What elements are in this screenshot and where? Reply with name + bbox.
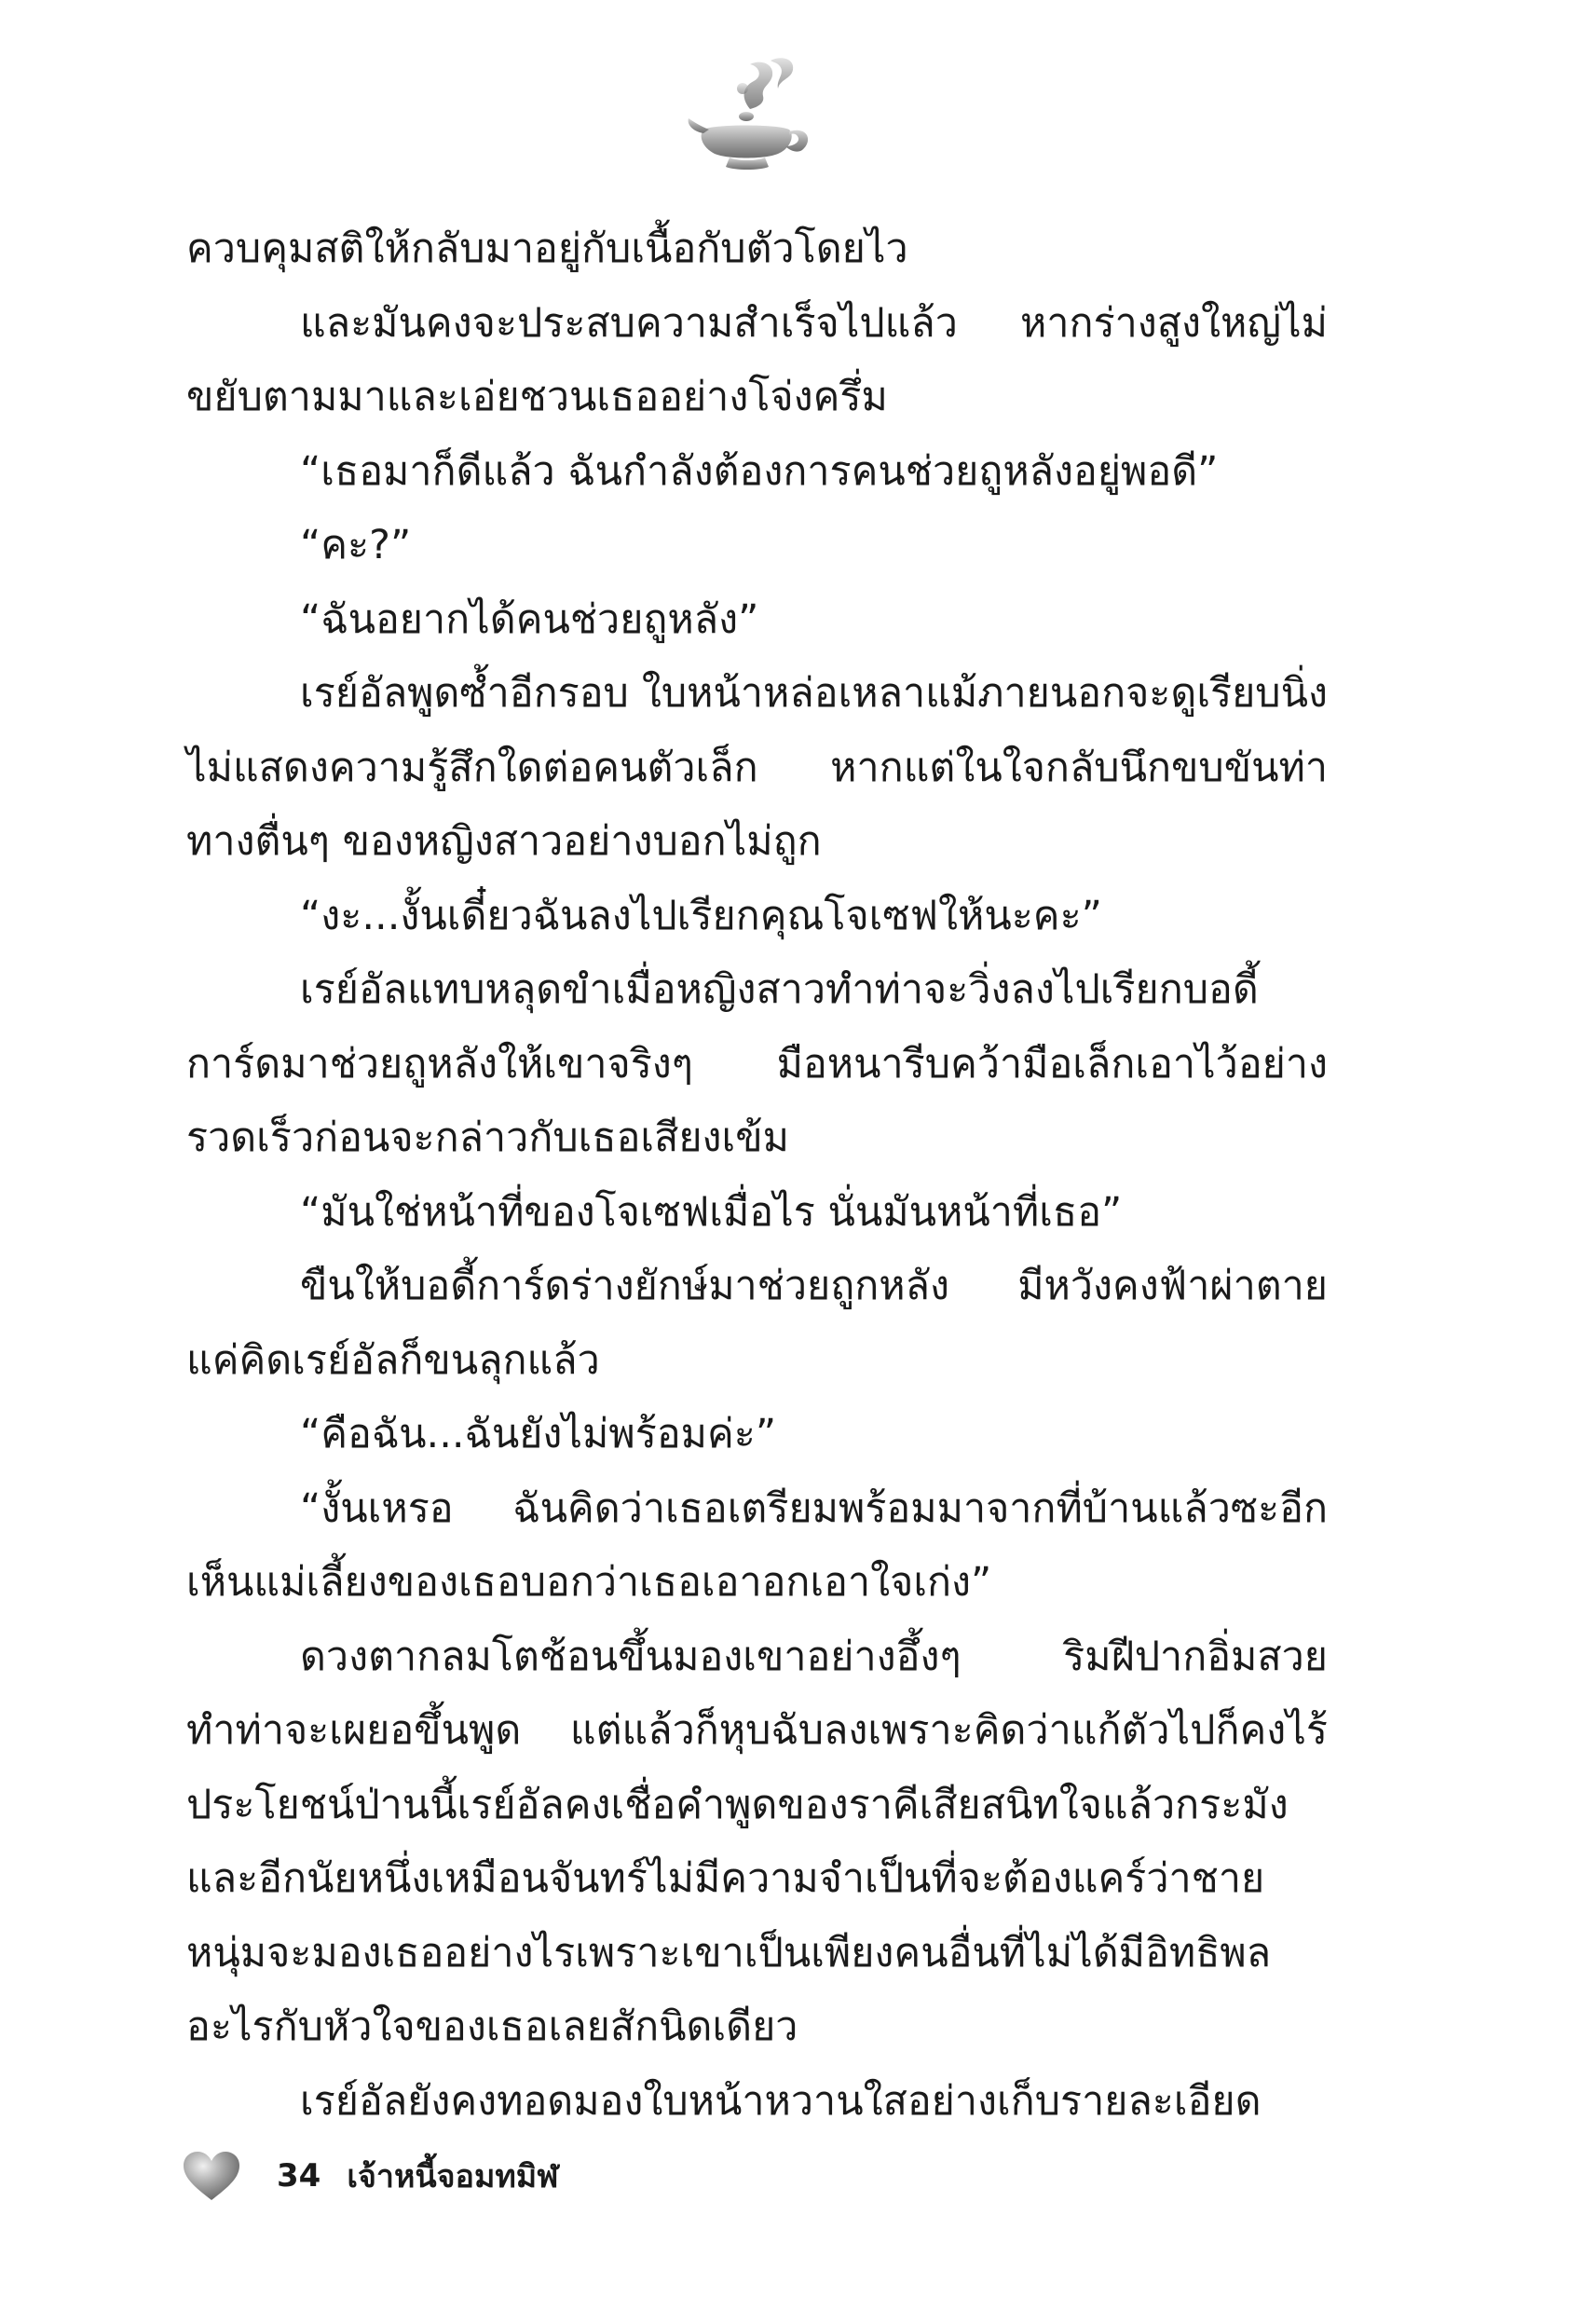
paragraph: และมันคงจะประสบความสำเร็จไปแล้ว หากร่างสูงใหญ่ไม่ขยับตามมาและเอ่ยชวนเธออย่างโจ่งครึ่ม	[186, 299, 1328, 420]
paragraph: “มันใช่หน้าที่ของโจเซฟเมื่อไร นั่นมันหน้าที่เธอ”	[300, 1188, 1123, 1236]
body-text	[186, 212, 1328, 2139]
paragraph: “เธอมาก็ดีแล้ว ฉันกำลังต้องการคนช่วยถูหลังอยู่พอดี”	[300, 447, 1219, 495]
heart-icon	[182, 2150, 241, 2202]
paragraph: เรย์อัลแทบหลุดขำเมื่อหญิงสาวทำท่าจะวิ่งลงไปเรียกบอดี้การ์ดมาช่วยถูหลังให้เขาจริงๆ มือหนารีบคว้ามือเล็กเอาไว้อย่างรวดเร็วก่อนจะกล่าวกับเธอเสียงเข้ม	[186, 966, 1328, 1161]
paragraph: ขืนให้บอดี้การ์ดร่างยักษ์มาช่วยถูกหลัง มีหวังคงฟ้าผ่าตาย แค่คิดเรย์อัลก็ขนลุกแล้ว	[186, 1263, 1328, 1384]
page-footer	[182, 2143, 558, 2208]
paragraph: ควบคุมสติให้กลับมาอยู่กับเนื้อกับตัวโดยไว	[186, 226, 908, 272]
paragraph: เรย์อัลยังคงทอดมองใบหน้าหวานใสอย่างเก็บรายละเอียด	[300, 2077, 1262, 2125]
book-title: เจ้าหนี้จอมทมิฬ	[347, 2158, 559, 2195]
paragraph: “งะ...งั้นเดี๋ยวฉันลงไปเรียกคุณโจเซฟให้นะคะ”	[300, 892, 1102, 939]
paragraph: “คือฉัน...ฉันยังไม่พร้อมค่ะ”	[300, 1411, 777, 1457]
paragraph: เรย์อัลพูดซ้ำอีกรอบ ใบหน้าหล่อเหลาแม้ภายนอกจะดูเรียบนิ่งไม่แสดงความรู้สึกใดต่อคนตัวเล็ก หากแต่ในใจกลับนึกขบขันท่าทางตื่นๆ ของหญิงสาวอย่างบอกไม่ถูก	[186, 670, 1328, 865]
paragraph: “ฉันอยากได้คนช่วยถูหลัง”	[300, 595, 759, 643]
paragraph: ดวงตากลมโตช้อนขึ้นมองเขาอย่างอึ้งๆ ริมฝีปากอิ่มสวยทำท่าจะเผยอขึ้นพูด แต่แล้วก็หุบฉับลงเพราะคิดว่าแก้ตัวไปก็คงไร้ประโยชน์ป่านนี้เรย์อัลคงเชื่อคำพูดของราคีเสียสนิทใจแล้วกระมัง และอีกนัยหนึ่งเหมือนจันทร์ไม่มีความจำเป็นที่จะต้องแคร์ว่าชายหนุ่มจะมองเธออย่างไรเพราะเขาเป็นเพียงคนอื่นที่ไม่ได้มีอิทธิพลอะไรกับหัวใจของเธอเลยสักนิดเดียว	[186, 1633, 1328, 2050]
paragraph: “คะ?”	[300, 522, 412, 568]
paragraph: “งั้นเหรอ ฉันคิดว่าเธอเตรียมพร้อมมาจากที่บ้านแล้วซะอีกเห็นแม่เลี้ยงของเธอบอกว่าเธอเอาอกเอาใจเก่ง”	[186, 1484, 1328, 1606]
page-number: 34	[277, 2157, 321, 2195]
genie-lamp-icon	[685, 51, 825, 182]
